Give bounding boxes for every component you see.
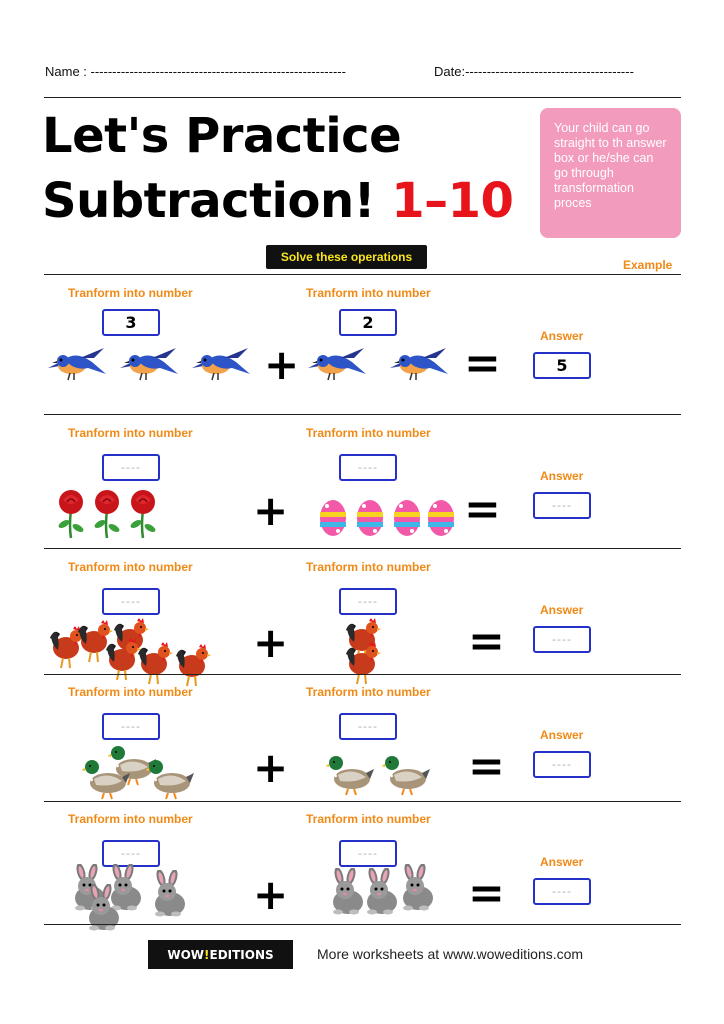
example-label: Example <box>623 258 673 272</box>
transform-label-right: Tranform into number <box>306 426 431 440</box>
easter-egg-icon <box>318 498 348 542</box>
equals-sign: = <box>464 338 501 389</box>
plus-sign: + <box>253 618 289 667</box>
row-divider <box>44 924 681 925</box>
problem-row <box>0 426 724 548</box>
duck-icon <box>146 757 196 805</box>
page-title-subtraction: Subtraction! <box>42 173 375 229</box>
page-title-line-2 <box>42 173 514 229</box>
rose-icon <box>52 488 90 544</box>
answer-box[interactable]: ---- <box>533 492 591 519</box>
duck-icon <box>82 757 132 805</box>
answer-label: Answer <box>540 855 584 869</box>
right-number-box[interactable]: ---- <box>339 454 397 481</box>
transform-label-left: Tranform into number <box>68 426 193 440</box>
left-number-box[interactable]: ---- <box>102 454 160 481</box>
row-divider <box>44 414 681 415</box>
transform-label-right: Tranform into number <box>306 812 431 826</box>
plus-sign: + <box>253 870 289 919</box>
answer-label: Answer <box>540 603 584 617</box>
brand-logo-prefix: WOW <box>167 947 205 962</box>
answer-box[interactable]: ---- <box>533 626 591 653</box>
rabbit-icon <box>360 868 400 920</box>
transform-label-left: Tranform into number <box>68 812 193 826</box>
plus-sign: + <box>264 340 300 389</box>
brand-logo-suffix: EDITIONS <box>209 947 274 962</box>
left-number-box[interactable]: ---- <box>102 588 160 615</box>
duck-icon <box>326 753 376 801</box>
row-divider <box>44 548 681 549</box>
answer-label: Answer <box>540 329 584 343</box>
page-title-range: 1–10 <box>391 173 514 229</box>
transform-label-left: Tranform into number <box>68 685 193 699</box>
left-number-box[interactable]: ---- <box>102 840 160 867</box>
rooster-icon <box>342 640 382 690</box>
transform-label-left: Tranform into number <box>68 286 193 300</box>
answer-label: Answer <box>540 469 584 483</box>
equals-sign: = <box>468 868 505 919</box>
row-divider <box>44 674 681 675</box>
plus-sign: + <box>253 743 289 792</box>
duck-icon <box>382 753 432 801</box>
parent-note-box: Your child can go straight to th answer box or he/she can go through transformation proces <box>540 108 681 238</box>
left-number-box[interactable]: ---- <box>102 713 160 740</box>
plus-sign: + <box>253 486 289 535</box>
date-field-line[interactable]: Date:--------------------------------------- <box>434 64 634 79</box>
equals-sign: = <box>464 484 501 535</box>
bird-icon <box>306 344 368 388</box>
transform-label-right: Tranform into number <box>306 286 431 300</box>
problem-row <box>0 560 724 674</box>
transform-label-right: Tranform into number <box>306 685 431 699</box>
row-divider <box>44 801 681 802</box>
right-number-box[interactable]: 2 <box>339 309 397 336</box>
answer-box[interactable]: ---- <box>533 751 591 778</box>
answer-label: Answer <box>540 728 584 742</box>
left-number-box[interactable]: 3 <box>102 309 160 336</box>
rabbit-icon <box>148 870 188 922</box>
header-divider <box>44 97 681 98</box>
rabbit-icon <box>82 884 122 936</box>
problem-row <box>0 812 724 924</box>
right-number-box[interactable]: ---- <box>339 840 397 867</box>
bird-icon <box>388 344 450 388</box>
easter-egg-icon <box>392 498 422 542</box>
footer-link-text[interactable]: More worksheets at www.woweditions.com <box>317 946 584 962</box>
rabbit-icon <box>396 864 436 916</box>
instruction-badge: Solve these operations <box>266 245 427 269</box>
name-field-line[interactable]: Name : ----------------------------------------------------------- <box>45 64 346 79</box>
right-number-box[interactable]: ---- <box>339 713 397 740</box>
brand-logo <box>148 940 293 969</box>
equals-sign: = <box>468 616 505 667</box>
section-divider <box>44 274 681 275</box>
transform-label-right: Tranform into number <box>306 560 431 574</box>
brand-logo-accent: ! <box>204 947 210 962</box>
rose-icon <box>124 488 162 544</box>
problem-row <box>0 286 724 414</box>
easter-egg-icon <box>355 498 385 542</box>
bird-icon <box>190 344 252 388</box>
right-number-box[interactable]: ---- <box>339 588 397 615</box>
page-title-line-1: Let's Practice <box>42 108 402 164</box>
equals-sign: = <box>468 741 505 792</box>
bird-icon <box>46 344 108 388</box>
problem-row <box>0 685 724 801</box>
easter-egg-icon <box>426 498 456 542</box>
answer-box[interactable]: ---- <box>533 878 591 905</box>
bird-icon <box>118 344 180 388</box>
rooster-icon <box>134 640 174 690</box>
transform-label-left: Tranform into number <box>68 560 193 574</box>
answer-box[interactable]: 5 <box>533 352 591 379</box>
rose-icon <box>88 488 126 544</box>
